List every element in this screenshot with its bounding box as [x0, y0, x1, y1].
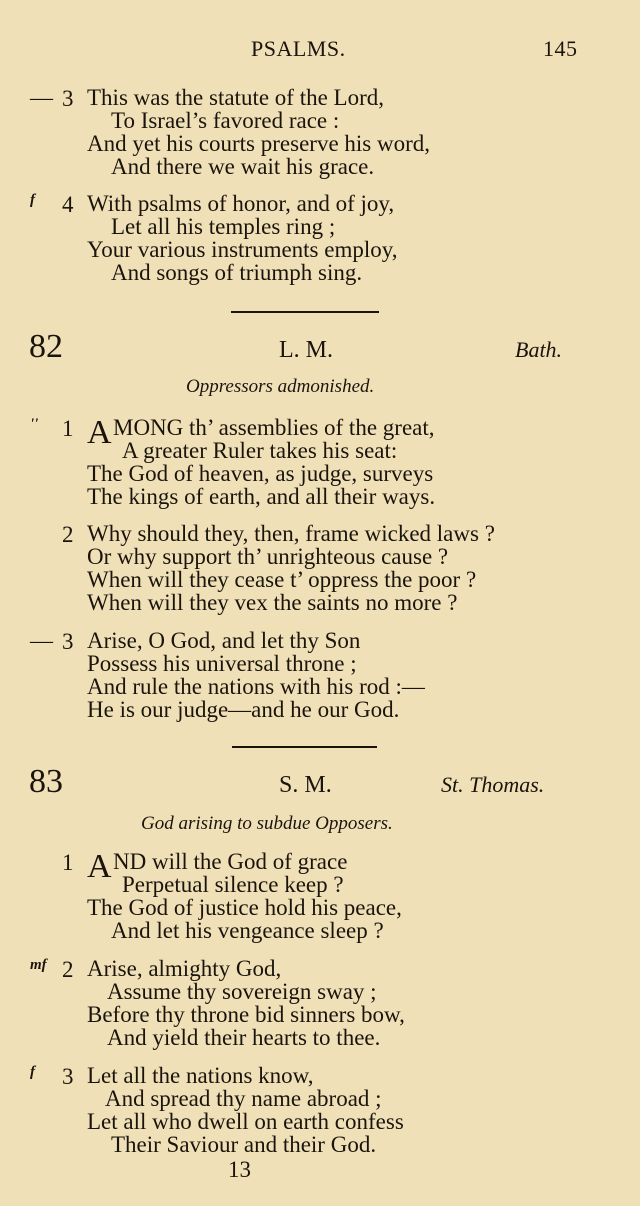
verse-line: Perpetual silence keep ?	[122, 872, 344, 897]
section-divider	[232, 746, 377, 748]
verse-line: Possess his universal throne ;	[87, 651, 357, 676]
verse-line: The kings of earth, and all their ways.	[87, 484, 436, 509]
verse-line: And let his vengeance sleep ?	[111, 918, 384, 943]
verse-line: Let all his temples ring ;	[111, 214, 336, 239]
verse-line: Before thy throne bid sinners bow,	[87, 1002, 405, 1027]
verse-line: Arise, almighty God,	[87, 956, 282, 981]
dynamic-mark: f	[30, 192, 35, 208]
page-number: 145	[543, 36, 578, 61]
dynamic-mark: —	[30, 628, 53, 653]
verse-line: Assume thy sovereign sway ;	[107, 979, 377, 1004]
verse-number: 2	[62, 522, 74, 547]
verse-line: A greater Ruler takes his seat:	[122, 438, 398, 463]
verse-line: And rule the nations with his rod :—	[87, 674, 425, 699]
verse-number: 3	[62, 1064, 74, 1089]
verse-line: ND will the God of grace	[113, 849, 348, 874]
verse-line: Let all who dwell on earth confess	[87, 1109, 404, 1134]
dynamic-mark: mf	[30, 957, 47, 973]
hymn-meter: S. M.	[279, 772, 332, 798]
verse-line: Why should they, then, frame wicked laws ?	[87, 521, 495, 546]
tune-name: St. Thomas.	[441, 772, 545, 797]
verse-number: 3	[62, 629, 74, 654]
dynamic-mark: ''	[30, 416, 39, 432]
verse-line: And songs of triumph sing.	[111, 260, 363, 285]
verse-line: The God of justice hold his peace,	[87, 895, 402, 920]
verse-line: And yield their hearts to thee.	[107, 1025, 381, 1050]
drop-cap: A	[87, 848, 112, 885]
hymn-number: 83	[29, 763, 63, 800]
verse-line: When will they cease t’ oppress the poor ?	[87, 567, 477, 592]
verse-line: And yet his courts preserve his word,	[87, 131, 431, 156]
hymn-meter: L. M.	[279, 337, 333, 363]
verse-line: When will they vex the saints no more ?	[87, 590, 458, 615]
verse-line: Or why support th’ unrighteous cause ?	[87, 544, 449, 569]
tune-name: Bath.	[515, 337, 563, 362]
dynamic-mark: f	[30, 1064, 35, 1080]
verse-number: 2	[62, 957, 74, 982]
verse-line: And spread thy name abroad ;	[105, 1086, 382, 1111]
verse-line: This was the statute of the Lord,	[87, 85, 385, 110]
verse-line: To Israel’s favored race :	[111, 108, 340, 133]
verse-line: Arise, O God, and let thy Son	[87, 628, 361, 653]
running-title: PSALMS.	[251, 36, 346, 61]
verse-line: Their Saviour and their God.	[111, 1132, 377, 1157]
verse-number: 4	[62, 192, 74, 217]
signature-mark: 13	[228, 1157, 251, 1182]
verse-line: And there we wait his grace.	[111, 154, 375, 179]
hymn-subtitle: Oppressors admonished.	[186, 376, 375, 397]
verse-number: 1	[62, 850, 74, 875]
verse-line: With psalms of honor, and of joy,	[87, 191, 395, 216]
dynamic-mark: —	[30, 85, 53, 110]
verse-line: MONG th’ assemblies of the great,	[113, 415, 435, 440]
drop-cap: A	[87, 414, 112, 451]
verse-number: 3	[62, 86, 74, 111]
verse-line: He is our judge—and he our God.	[87, 697, 400, 722]
verse-line: The God of heaven, as judge, surveys	[87, 461, 434, 486]
verse-line: Let all the nations know,	[87, 1063, 314, 1088]
verse-line: Your various instruments employ,	[87, 237, 398, 262]
verse-number: 1	[62, 416, 74, 441]
hymn-subtitle: God arising to subdue Opposers.	[141, 813, 393, 834]
section-divider	[231, 311, 379, 313]
hymn-number: 82	[29, 328, 63, 365]
